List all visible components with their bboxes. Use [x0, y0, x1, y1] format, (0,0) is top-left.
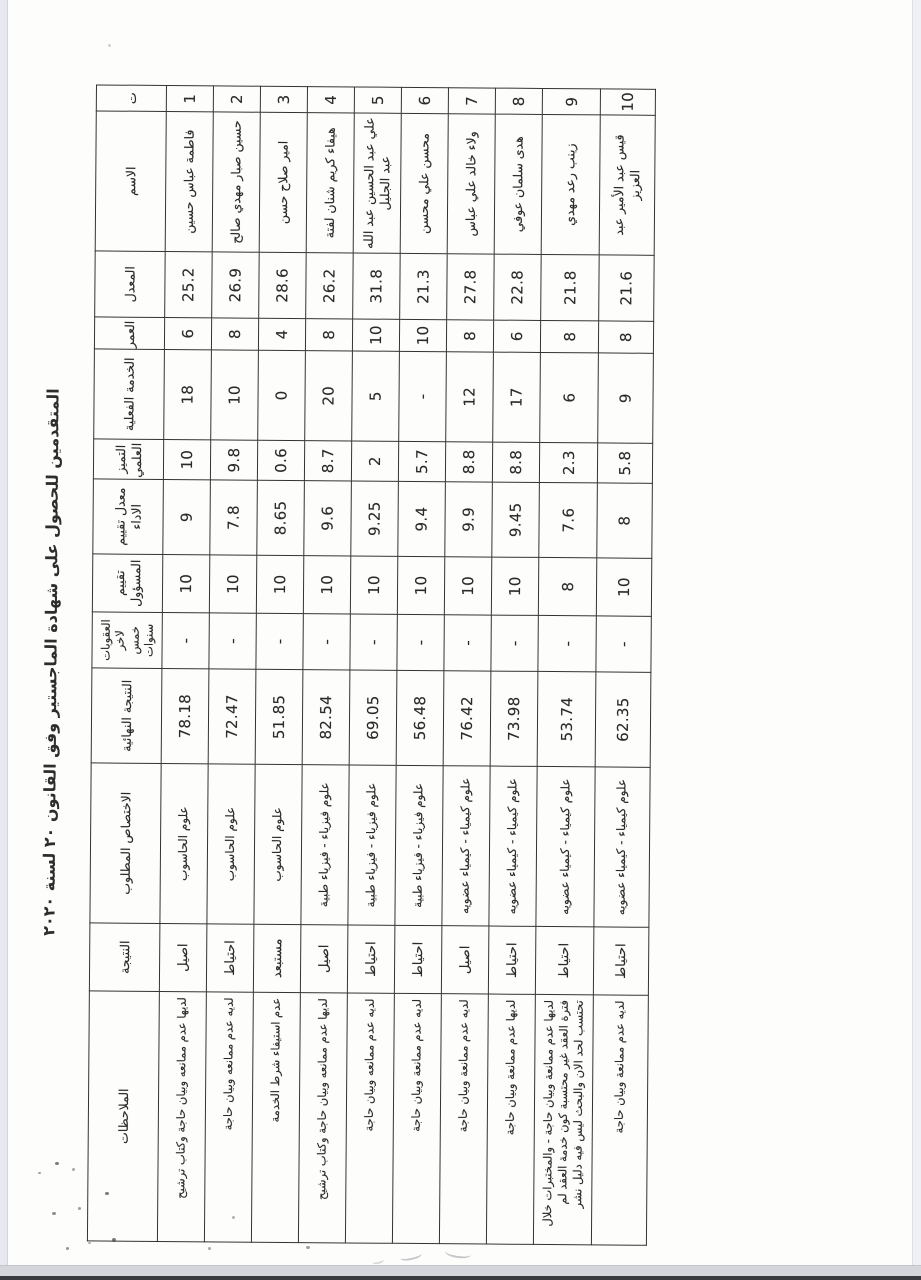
cell-penalties: - — [491, 615, 538, 671]
column-header: ت — [96, 85, 166, 112]
cell-supervisor-evaluation: 10 — [397, 556, 444, 614]
cell-final-result: 73.98 — [490, 671, 538, 766]
column-header: التميز العلمي — [93, 439, 163, 480]
cell-performance-average: 9.9 — [445, 482, 493, 557]
ink-speck — [208, 1247, 211, 1250]
scan-edge-left — [0, 0, 8, 1280]
ink-speck — [105, 1192, 109, 1195]
cell-average: 27.8 — [447, 254, 495, 320]
cell-final-result: 72.47 — [208, 669, 256, 764]
cell-notes: لديها عدم ممانعة وبيان حاجة — [486, 994, 535, 1244]
column-header: الخدمة الفعلية — [94, 349, 165, 440]
cell-scientific-excellence: 10 — [163, 439, 210, 479]
header-row — [87, 85, 166, 1242]
cell-supervisor-evaluation: 8 — [538, 557, 596, 615]
cell-penalties: - — [209, 613, 256, 669]
cell-supervisor-evaluation: 10 — [162, 554, 209, 612]
cell-supervisor-evaluation: 10 — [209, 555, 256, 613]
ink-speck — [72, 1168, 75, 1171]
cell-age: 8 — [211, 318, 258, 350]
cell-scientific-excellence: 5.8 — [597, 443, 652, 483]
cell-required-specialization: علوم فيزياء - فيزياء طبية — [348, 765, 396, 925]
cell-average: 21.3 — [400, 253, 448, 319]
cell-name: هدى سلمان عوفي — [494, 114, 542, 254]
cell-required-specialization: علوم الحاسوب — [160, 763, 208, 923]
table-row — [533, 88, 600, 1244]
cell-serial: 9 — [542, 88, 600, 114]
cell-result: اصيل — [159, 923, 207, 991]
column-header: تقييم المسؤول — [92, 554, 162, 613]
cell-age: 10 — [399, 319, 446, 351]
cell-result: احتياط — [535, 926, 594, 994]
cell-scientific-excellence: 5.7 — [398, 441, 445, 481]
cell-name: حسين صبار مهدي صالح — [212, 112, 260, 252]
ink-speck — [78, 1207, 81, 1210]
cell-final-result: 56.48 — [396, 670, 444, 765]
cell-penalties: - — [162, 612, 209, 668]
cell-scientific-excellence: 8.7 — [304, 441, 351, 481]
rotated-document-content — [31, 84, 653, 1245]
column-header: النتيجة — [89, 923, 160, 992]
cell-penalties: - — [596, 616, 651, 672]
cell-age: 8 — [305, 319, 352, 351]
cell-supervisor-evaluation: 10 — [444, 557, 491, 615]
pencil-mark — [372, 1257, 385, 1265]
column-header: الملاحظات — [87, 991, 159, 1242]
cell-result: مستبعد — [253, 924, 301, 992]
column-header: العقوبات لاخر خمس سنوات — [92, 612, 162, 669]
cell-penalties: - — [397, 614, 444, 670]
cell-serial: 3 — [260, 86, 307, 112]
cell-serial: 8 — [495, 88, 542, 114]
cell-final-result: 78.18 — [161, 668, 209, 763]
cell-age: 6 — [493, 320, 540, 352]
cell-final-result: 76.42 — [443, 671, 491, 766]
column-header: الاسم — [95, 111, 166, 252]
cell-serial: 7 — [448, 88, 495, 114]
ink-speck — [38, 1172, 41, 1174]
cell-average: 21.8 — [541, 254, 600, 320]
cell-notes: لديه عدم ممانعة وبيان حاجة — [392, 993, 441, 1243]
ink-speck — [112, 1238, 116, 1242]
cell-serial: 4 — [307, 87, 354, 113]
cell-serial: 5 — [354, 87, 401, 113]
cell-actual-service: 17 — [493, 352, 541, 442]
cell-serial: 10 — [600, 89, 655, 115]
cell-notes: لديها عدم ممانعه وبيان حاجة وكتاب ترشيح — [298, 993, 347, 1243]
cell-name: فاطمة عباس حسين — [165, 111, 213, 251]
cell-final-result: 69.05 — [349, 670, 397, 765]
cell-actual-service: 5 — [352, 351, 400, 441]
cell-performance-average: 8.65 — [257, 480, 305, 555]
cell-scientific-excellence: 2.3 — [539, 442, 597, 482]
cell-average: 31.8 — [353, 253, 401, 319]
column-header: معدل تقييم الاداء — [93, 479, 164, 555]
cell-serial: 6 — [401, 87, 448, 113]
cell-result: احتياط — [488, 926, 536, 994]
cell-actual-service: 6 — [540, 352, 599, 442]
cell-age: 4 — [258, 318, 305, 350]
cell-penalties: - — [303, 614, 350, 670]
cell-notes: لديه عدم ممانعة وبيان حاجة — [439, 994, 488, 1244]
cell-required-specialization: علوم كيمياء - كيمياء عضويه — [442, 766, 490, 926]
cell-actual-service: - — [399, 351, 447, 441]
cell-required-specialization: علوم فيزياء - فيزياء طبية — [395, 765, 443, 925]
cell-actual-service: 12 — [446, 352, 494, 442]
cell-average: 21.6 — [599, 255, 655, 321]
cell-actual-service: 0 — [258, 350, 306, 440]
cell-name: قيس عبد الأمير عبد العزيز — [599, 115, 655, 255]
cell-average: 22.8 — [494, 254, 542, 320]
ink-speck — [306, 1246, 310, 1249]
cell-name: علي عبد الحسين عبد الله عبد الجليل — [353, 113, 401, 253]
cell-performance-average: 9 — [163, 479, 211, 554]
cell-performance-average: 9.4 — [398, 481, 446, 556]
cell-performance-average: 7.6 — [539, 482, 598, 557]
cell-performance-average: 8 — [597, 483, 653, 558]
ink-speck — [88, 1242, 91, 1244]
cell-actual-service: 20 — [305, 351, 353, 441]
cell-performance-average: 9.25 — [351, 481, 399, 556]
cell-supervisor-evaluation: 10 — [350, 556, 397, 614]
cell-required-specialization: علوم الحاسوب — [207, 764, 255, 924]
cell-scientific-excellence: 8.8 — [445, 442, 492, 482]
cell-name: امير صلاح حسن — [259, 112, 307, 252]
cell-required-specialization: علوم الحاسوب — [254, 764, 302, 924]
ink-speck — [232, 1216, 235, 1219]
cell-performance-average: 9.45 — [492, 482, 540, 557]
cell-average: 26.9 — [212, 252, 260, 318]
cell-result: اصيل — [441, 926, 489, 994]
cell-required-specialization: علوم فيزياء - فيزياء طبية — [301, 765, 349, 925]
cell-penalties: - — [538, 615, 596, 671]
cell-scientific-excellence: 0.6 — [257, 440, 304, 480]
cell-final-result: 82.54 — [302, 670, 350, 765]
cell-serial: 1 — [166, 85, 213, 111]
cell-name: محسن علي محسن — [400, 113, 448, 253]
column-header: العمر — [94, 317, 164, 350]
cell-scientific-excellence: 2 — [351, 441, 398, 481]
cell-age: 8 — [446, 320, 493, 352]
cell-result: احتياط — [206, 924, 254, 992]
cell-final-result: 53.74 — [537, 671, 596, 766]
cell-age: 8 — [540, 320, 598, 352]
cell-required-specialization: علوم كيمياء - كيمياء عضويه — [489, 766, 537, 926]
ink-speck — [66, 1247, 69, 1250]
cell-final-result: 51.85 — [255, 669, 303, 764]
ink-speck — [108, 44, 111, 47]
ink-speck — [55, 1162, 59, 1165]
cell-average: 28.6 — [259, 252, 307, 318]
cell-notes: لديه عدم ممانعة وبيان حاجة — [591, 995, 648, 1245]
cell-average: 26.2 — [306, 253, 354, 319]
ink-speck — [52, 1212, 56, 1215]
cell-actual-service: 9 — [598, 353, 654, 443]
table-body — [157, 85, 655, 1245]
document-title: المتقدمين للحصول على شهادة الماجستير وفق القانون ٢٠ لسنة ٢٠٢٠ — [39, 388, 63, 936]
column-header: المعدل — [95, 251, 166, 318]
cell-scientific-excellence: 8.8 — [492, 442, 539, 482]
cell-age: 8 — [598, 321, 653, 353]
cell-final-result: 62.35 — [595, 672, 651, 767]
cell-actual-service: 10 — [211, 350, 259, 440]
cell-required-specialization: علوم كيمياء - كيمياء عضويه — [536, 766, 595, 926]
cell-supervisor-evaluation: 10 — [303, 556, 350, 614]
cell-supervisor-evaluation: 10 — [256, 555, 303, 613]
cell-penalties: - — [350, 614, 397, 670]
cell-result: احتياط — [593, 927, 649, 995]
cell-age: 10 — [352, 319, 399, 351]
cell-performance-average: 9.6 — [304, 481, 352, 556]
scan-edge-bottom-shadow — [0, 1276, 921, 1280]
column-header: الاختصاص المطلوب — [90, 763, 161, 924]
cell-name: زينب رعد مهدي — [541, 114, 600, 254]
scan-edge-right — [912, 0, 921, 1280]
cell-notes: لديها عدم ممانعه وبيان حاجة وكتاب ترشيح — [157, 991, 206, 1241]
table-row — [591, 89, 655, 1245]
column-header: النتيجة النهائية — [91, 668, 162, 764]
applicants-table — [87, 84, 656, 1245]
pencil-mark — [444, 1246, 471, 1260]
cell-result: احتياط — [347, 925, 395, 993]
cell-name: هيفاء كريم شنان لفتة — [306, 113, 354, 253]
cell-notes: لديها عدم ممانعة وبيان حاجة - والمختبرات خلال فترة العقد غير محتسبة كون خدمة العقد لم تحتسب لحد الان والبحث ليس فيه دليل نشر — [533, 994, 593, 1244]
cell-performance-average: 7.8 — [210, 480, 258, 555]
cell-scientific-excellence: 9.8 — [210, 440, 257, 480]
cell-serial: 2 — [213, 86, 260, 112]
cell-result: اصيل — [300, 925, 348, 993]
pencil-mark — [399, 1250, 422, 1262]
cell-penalties: - — [256, 613, 303, 669]
cell-supervisor-evaluation: 10 — [596, 558, 651, 616]
cell-result: احتياط — [394, 925, 442, 993]
cell-supervisor-evaluation: 10 — [491, 557, 538, 615]
cell-notes: لديه عدم ممانعه وبيان حاجة — [204, 992, 253, 1242]
cell-actual-service: 18 — [164, 349, 212, 439]
cell-required-specialization: علوم كيمياء - كيمياء عضويه — [594, 767, 650, 927]
cell-notes: لديه عدم ممانعه وبيان حاجة — [345, 993, 394, 1243]
cell-age: 6 — [164, 317, 211, 349]
cell-name: ولاء خالد علي عباس — [447, 114, 495, 254]
cell-average: 25.2 — [165, 251, 213, 317]
cell-notes: عدم استيفاء شرط الخدمة — [251, 992, 300, 1242]
cell-penalties: - — [444, 615, 491, 671]
